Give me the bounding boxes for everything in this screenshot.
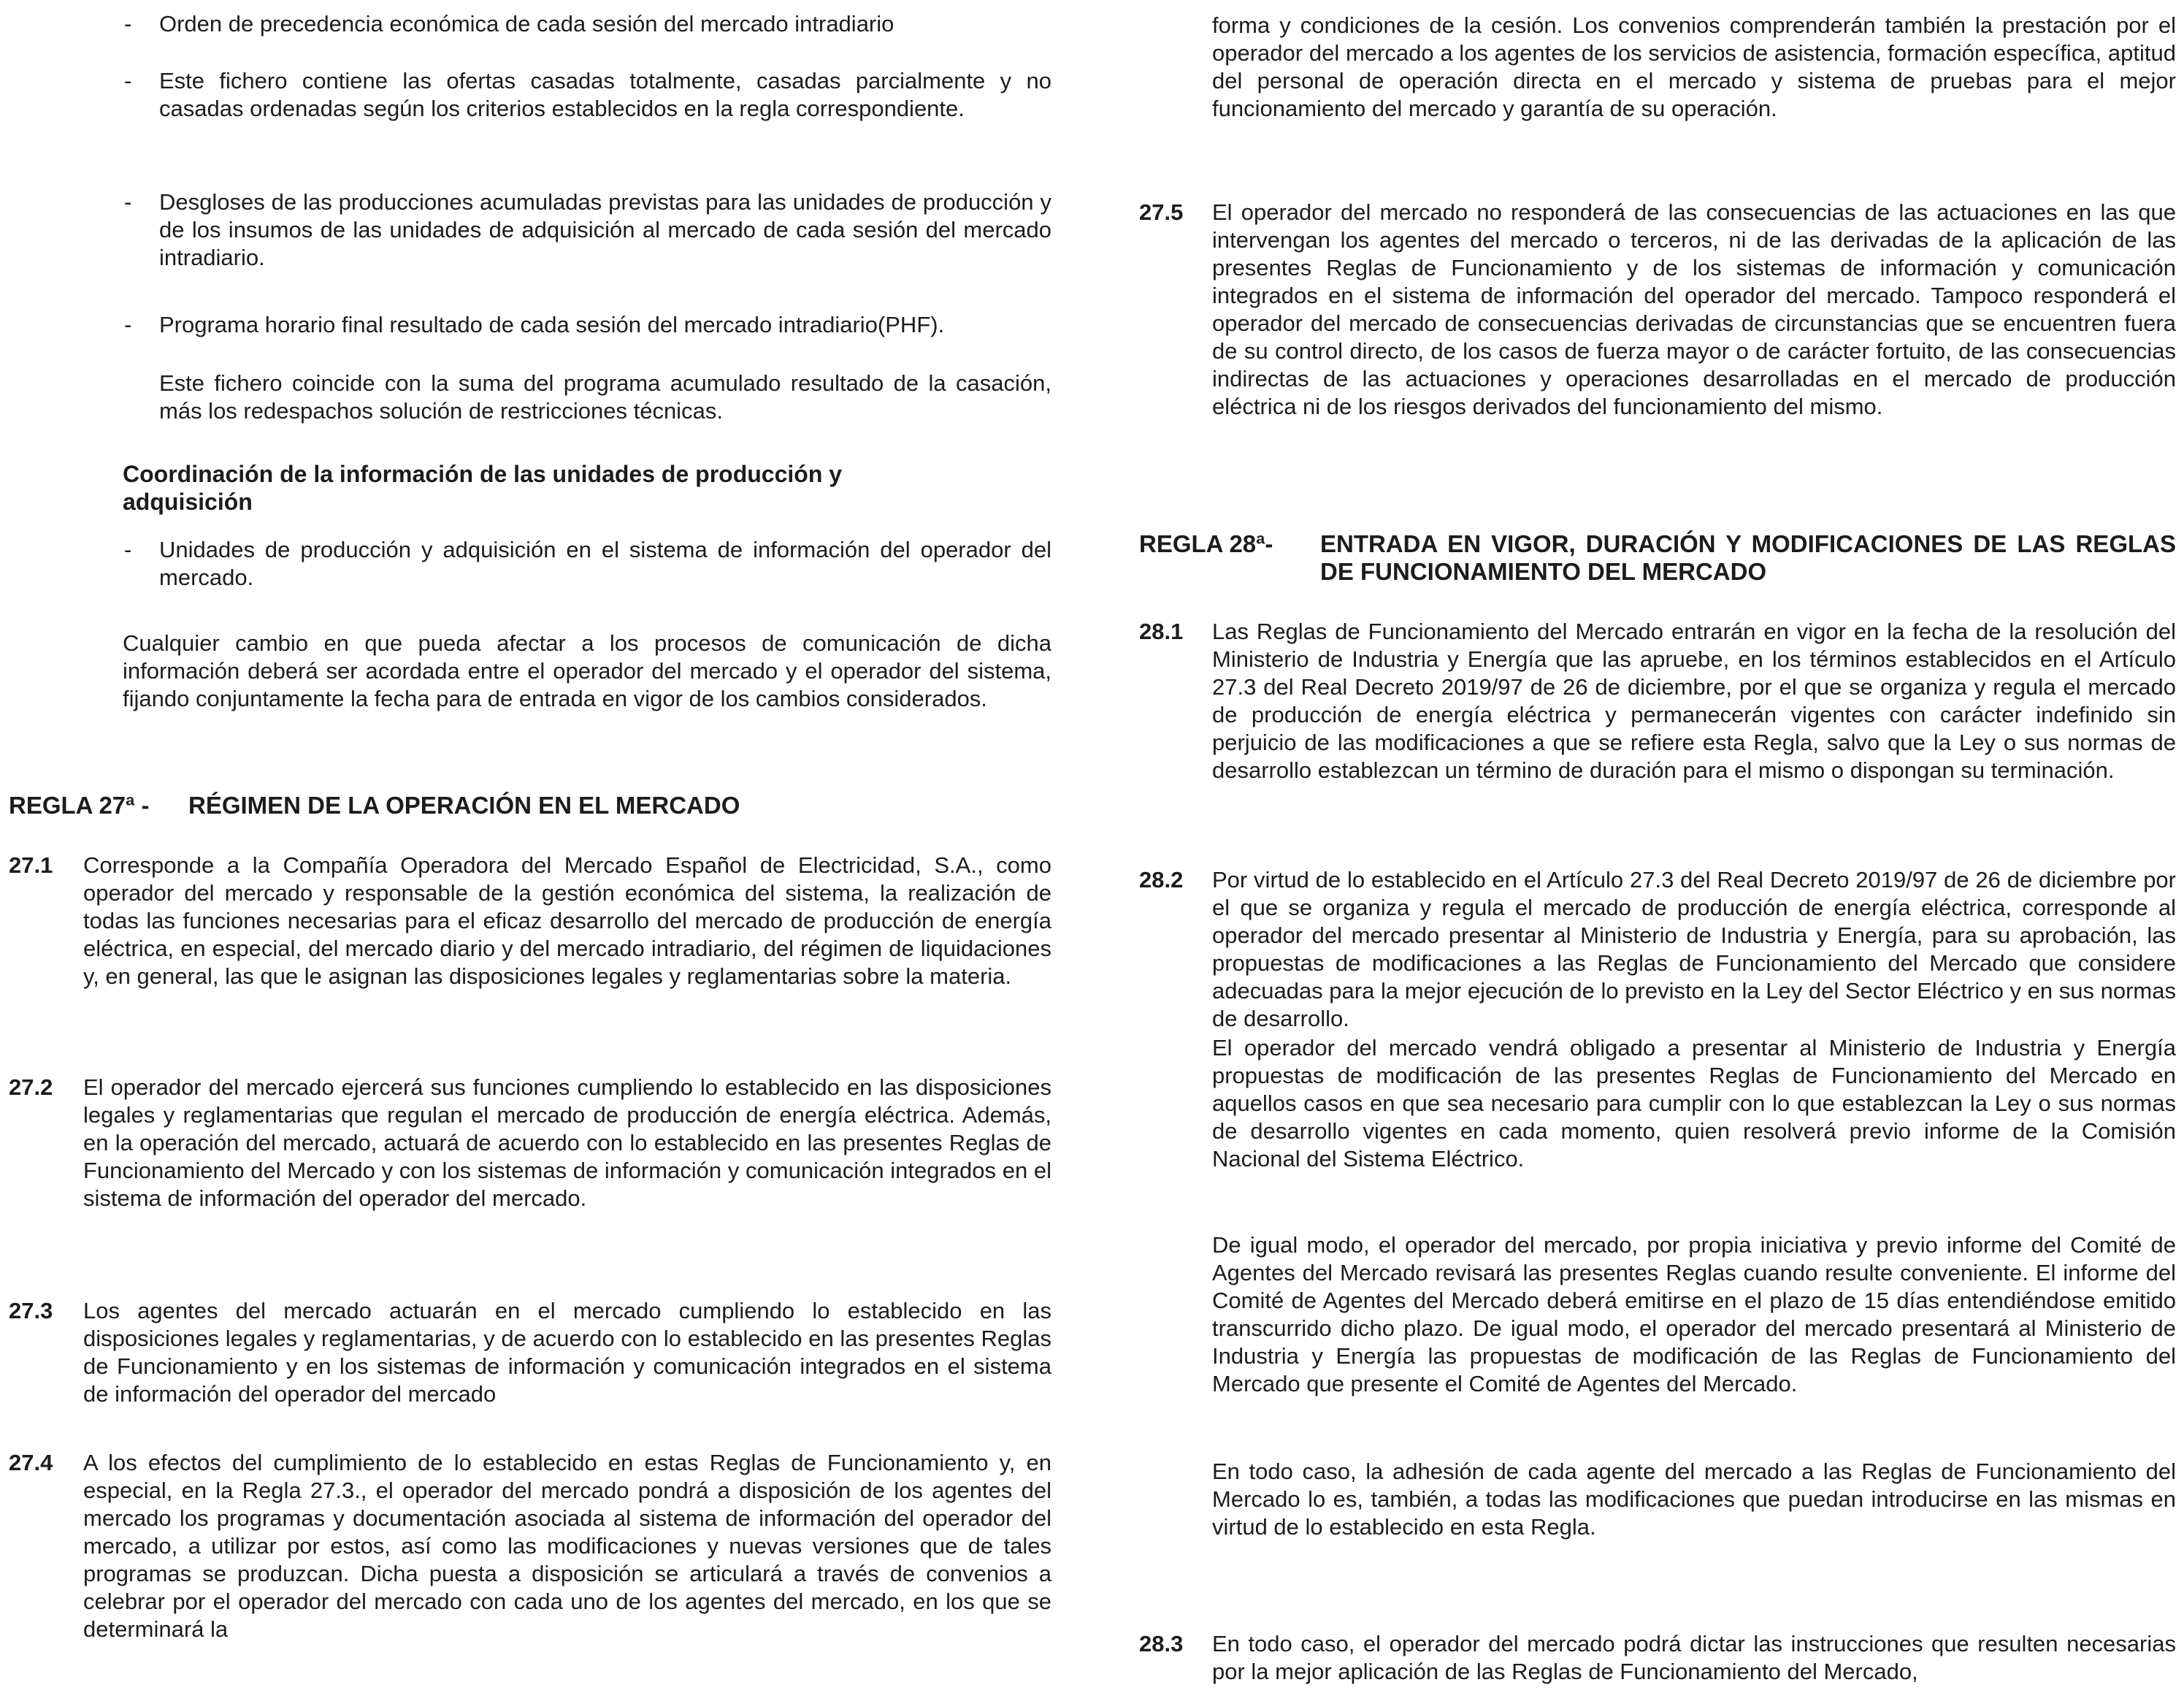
section-27-5-number: 27.5 [1139,199,1184,225]
section-27-3-number: 27.3 [9,1298,53,1323]
section-27-2-number: 27.2 [9,1074,53,1100]
section-28-1-text: Las Reglas de Funcionamiento del Mercado entrarán en vigor en la fecha de la resolución del Ministerio de Industria y Energía que las apruebe, en los términos establecidos en el Artículo 27.3 del Real Decreto 2019/97 de 26 de diciembre, por el que se organiza y regula el mercado de producción de energía eléctrica y permanecerán vigentes con carácter indefinido sin perjuicio de las modificaciones a que se refiere esta Regla, salvo que la Ley o sus normas de desarrollo establezcan un término de duración para el mismo o dispongan su terminación. [1212,619,2176,783]
rule-27-label: REGLA 27ª - [9,792,150,819]
phf-note: Este fichero coincide con la suma del programa acumulado resultado de la casación, más los redespachos solución de restricciones técnicas. [159,370,1051,424]
section-28-2-paragraph-2: El operador del mercado vendrá obligado a presentar al Ministerio de Industria y Energía propuestas de modificación de las presentes Reglas de Funcionamiento del Mercado en aquellos casos en que sea necesario para cumplir con lo que establezcan la Ley o sus normas de desarrollo vigentes en cada momento, quien resolverá previo informe de la Comisión Nacional del Sistema Eléctrico. [1212,1035,2176,1172]
section-28-2-number: 28.2 [1139,867,1184,893]
section-28-3-number: 28.3 [1139,1631,1184,1656]
bullet-phf: Programa horario final resultado de cada sesión del mercado intradiario(PHF). [159,312,945,337]
section-27-1-number: 27.1 [9,852,53,878]
rule-28-title: ENTRADA EN VIGOR, DURACIÓN Y MODIFICACIONES DE LAS REGLAS DE FUNCIONAMIENTO DEL MERCADO [1320,530,2176,585]
section-27-1-text: Corresponde a la Compañía Operadora del Mercado Español de Electricidad, S.A., como operador del mercado y responsable de la gestión económica del sistema, la realización de todas las funciones necesarias para el eficaz desarrollo del mercado de producción de energía eléctrica, en especial, del mercado diario y del mercado intradiario, del régimen de liquidaciones y, en general, las que le asignan las disposiciones legales y reglamentarias sobre la materia. [83,852,1051,989]
bullet-dash: - [124,537,132,562]
section-28-3-text: En todo caso, el operador del mercado podrá dictar las instrucciones que resulten necesarias por la mejor aplicación de las Reglas de Funcionamiento del Mercado, [1212,1631,2176,1684]
change-paragraph: Cualquier cambio en que pueda afectar a los procesos de comunicación de dicha información deberá ser acordada entre el operador del mercado y el operador del sistema, fijando conjuntamente la fecha para de entrada en vigor de los cambios considerados. [123,630,1051,711]
section-28-1-number: 28.1 [1139,619,1184,644]
section-28-2-paragraph-4: En todo caso, la adhesión de cada agente del mercado a las Reglas de Funcionamiento del Mercado lo es, también, a todas las modificaciones que puedan introducirse en las mismas en virtud de lo establecido en esta Regla. [1212,1459,2176,1540]
bullet-dash: - [124,11,132,37]
bullet-production-breakdown: Desgloses de las producciones acumuladas previstas para las unidades de producción y de los insumos de las unidades de adquisición al mercado de cada sesión del mercado intradiario. [159,189,1051,270]
bullet-units: Unidades de producción y adquisición en el sistema de información del operador del mercado. [159,537,1051,590]
section-28-2-paragraph-3: De igual modo, el operador del mercado, por propia iniciativa y previo informe del Comité de Agentes del Mercado revisará las presentes Reglas cuando resulte conveniente. El informe del Comité de Agentes del Mercado deberá emitirse en el plazo de 15 días entendiéndose emitido transcurrido dicho plazo. De igual modo, el operador del mercado presentará al Ministerio de Industria y Energía las propuestas de modificación de las Reglas de Funcionamiento del Mercado que presente el Comité de Agentes del Mercado. [1212,1232,2176,1396]
bullet-precedence: Orden de precedencia económica de cada sesión del mercado intradiario [159,11,894,37]
bullet-dash: - [124,189,132,215]
section-27-2-text: El operador del mercado ejercerá sus funciones cumpliendo lo establecido en las disposiciones legales y reglamentarias que regulan el mercado de producción de energía eléctrica. Además, en la operación del mercado, actuará de acuerdo con lo establecido en las presentes Reglas de Funcionamiento del Mercado y con los sistemas de información y comunicación integrados en el sistema de información del operador del mercado. [83,1074,1051,1211]
coordination-heading: Coordinación de la información de las unidades de producción y adquisición [123,461,843,515]
bullet-matched-offers: Este fichero contiene las ofertas casadas totalmente, casadas parcialmente y no casadas ordenadas según los criterios establecidos en la regla correspondiente. [159,68,1051,121]
rule-27-title: RÉGIMEN DE LA OPERACIÓN EN EL MERCADO [188,792,740,819]
section-27-4-continuation: forma y condiciones de la cesión. Los convenios comprenderán también la prestación por el operador del mercado a los agentes de los servicios de asistencia, formación específica, aptitud del personal de operación directa en el mercado y sistema de pruebas para el mejor funcionamiento del mercado y garantía de su operación. [1212,12,2176,121]
section-27-3-text: Los agentes del mercado actuarán en el mercado cumpliendo lo establecido en las disposiciones legales y reglamentarias, y de acuerdo con lo establecido en las presentes Reglas de Funcionamiento y en los sistemas de información y comunicación integrados en el sistema de información del operador del mercado [83,1298,1051,1407]
section-27-5-text: El operador del mercado no responderá de las consecuencias de las actuaciones en las que intervengan los agentes del mercado o terceros, ni de las derivadas de la aplicación de las presentes Reglas de Funcionamiento y de los sistemas de información y comunicación integrados en el sistema de información del operador del mercado. Tampoco responderá el operador del mercado de consecuencias derivadas de circunstancias que se encuentren fuera de su control directo, de los casos de fuerza mayor o de carácter fortuito, de las consecuencias indirectas de las actuaciones y operaciones desarrolladas en el mercado de producción eléctrica ni de los riesgos derivados del funcionamiento del mismo. [1212,199,2176,419]
bullet-dash: - [124,312,132,337]
rule-28-label: REGLA 28ª- [1139,530,1273,557]
section-27-4-text: A los efectos del cumplimiento de lo establecido en estas Reglas de Funcionamiento y, en especial, en la Regla 27.3., el operador del mercado pondrá a disposición de los agentes del mercado los programas y documentación asociada al sistema de información del operador del mercado, a utilizar por estos, así como las modificaciones y nuevas versiones que de tales programas se produzcan. Dicha puesta a disposición se articulará a través de convenios a celebrar por el operador del mercado con cada uno de los agentes del mercado, en los que se determinará la [83,1450,1051,1642]
bullet-dash: - [124,68,132,93]
section-28-2-text: Por virtud de lo establecido en el Artículo 27.3 del Real Decreto 2019/97 de 26 de diciembre por el que se organiza y regula el mercado de producción de energía eléctrica, corresponde al operador del mercado presentar al Ministerio de Industria y Energía, para su aprobación, las propuestas de modificaciones a las Reglas de Funcionamiento del Mercado que considere adecuadas para la mejor ejecución de lo previsto en la Ley del Sector Eléctrico y en sus normas de desarrollo. [1212,867,2176,1031]
section-27-4-number: 27.4 [9,1450,53,1475]
